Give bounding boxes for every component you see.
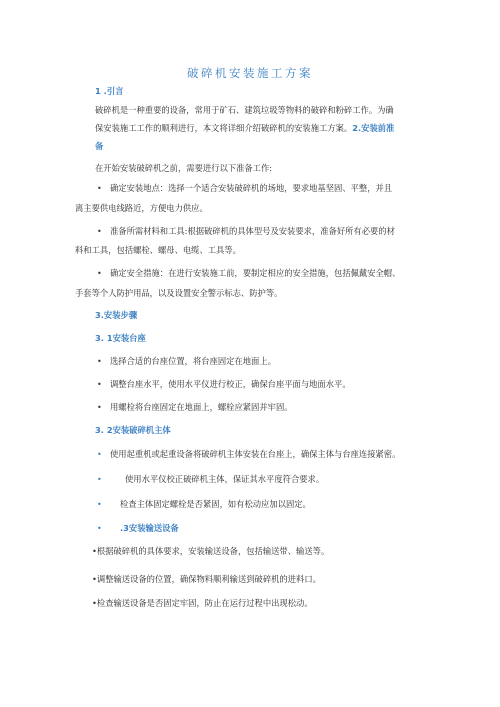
- bullet-icon: •: [97, 184, 102, 193]
- bullet-icon: •: [97, 269, 102, 278]
- prep-item-2-line-2: 料和工具，包括螺栓、螺母、电缆、工具等。: [75, 245, 241, 255]
- sub33-item-3: •检查输送设备是否固定牢固，防止在运行过程中出现松动。: [92, 598, 313, 608]
- section-3-heading: 3.安装步骤: [95, 310, 138, 320]
- bullet-icon: •: [97, 357, 102, 366]
- bullet-icon: •: [97, 524, 102, 533]
- prep-item-1-line-2: 离主要供电线路近，方便电力供应。: [75, 203, 208, 213]
- sub32-item-3: 检查主体固定螺栓是否紧固，如有松动应加以固定。: [120, 499, 311, 509]
- prep-item-3-line-1: 确定安全措施：在进行安装施工前，要制定相应的安全措施，包括佩戴安全帽、: [110, 268, 401, 278]
- bullet-icon: •: [97, 450, 102, 459]
- bullet-icon: •: [97, 403, 102, 412]
- bullet-icon: •: [97, 227, 102, 236]
- document-title: 破碎机安装施工方案: [187, 66, 313, 80]
- sub32-item-1: 使用起重机或起重设备将破碎机主体安装在台座上，确保主体与台座连接紧密。: [110, 449, 401, 459]
- sub33-item-2: •调整输送设备的位置，确保物料顺利输送到破碎机的进料口。: [92, 574, 321, 584]
- sub32-item-2: 使用水平仪校正破碎机主体，保证其水平度符合要求。: [125, 474, 325, 484]
- sub31-item-2: 调整台座水平，使用水平仪进行校正，确保台座平面与地面水平。: [110, 379, 351, 389]
- bullet-icon: •: [97, 475, 102, 484]
- section-1-heading: 1 .引言: [95, 86, 124, 96]
- sub31-item-3: 用螺栓将台座固定在地面上，螺栓应紧固并牢固。: [110, 402, 293, 412]
- section-2-heading: 2.安装前准: [352, 123, 395, 133]
- intro-line-2-text: 保安装施工工作的顺利进行，本文将详细介绍破碎机的安装施工方案。: [95, 123, 353, 133]
- subsection-3-2-heading: 3. 2安装破碎机主体: [95, 425, 171, 435]
- sub33-item-1: •根据破碎机的具体要求，安装输送设备，包括输送带、输送等。: [92, 546, 330, 556]
- prep-item-1-line-1: 确定安装地点：选择一个适合安装破碎机的场地，要求地基坚固、平整，并且: [110, 183, 393, 193]
- bullet-icon: •: [97, 380, 102, 389]
- intro-line-2: [95, 123, 394, 134]
- bullet-icon: •: [97, 500, 102, 509]
- prep-lead: 在开始安装破碎机之前，需要进行以下准备工作:: [95, 163, 273, 173]
- prep-item-2-line-1: 准备所需材料和工具:根据破碎机的具体型号及安装要求，准备好所有必要的材: [110, 226, 395, 236]
- subsection-3-3-heading: .3安装输送设备: [120, 523, 179, 533]
- subsection-3-1-heading: 3. 1安装台座: [95, 333, 146, 343]
- prep-item-3-line-2: 手套等个人防护用品，以及设置安全警示标志、防护等。: [75, 288, 283, 298]
- section-2-heading-cont: 备: [95, 141, 104, 151]
- intro-line-1: 破碎机是一种重要的设备，常用于矿石、建筑垃圾等物料的破碎和粉碎工作。为确: [95, 105, 394, 115]
- sub31-item-1: 选择合适的台座位置，将台座固定在地面上。: [110, 356, 276, 366]
